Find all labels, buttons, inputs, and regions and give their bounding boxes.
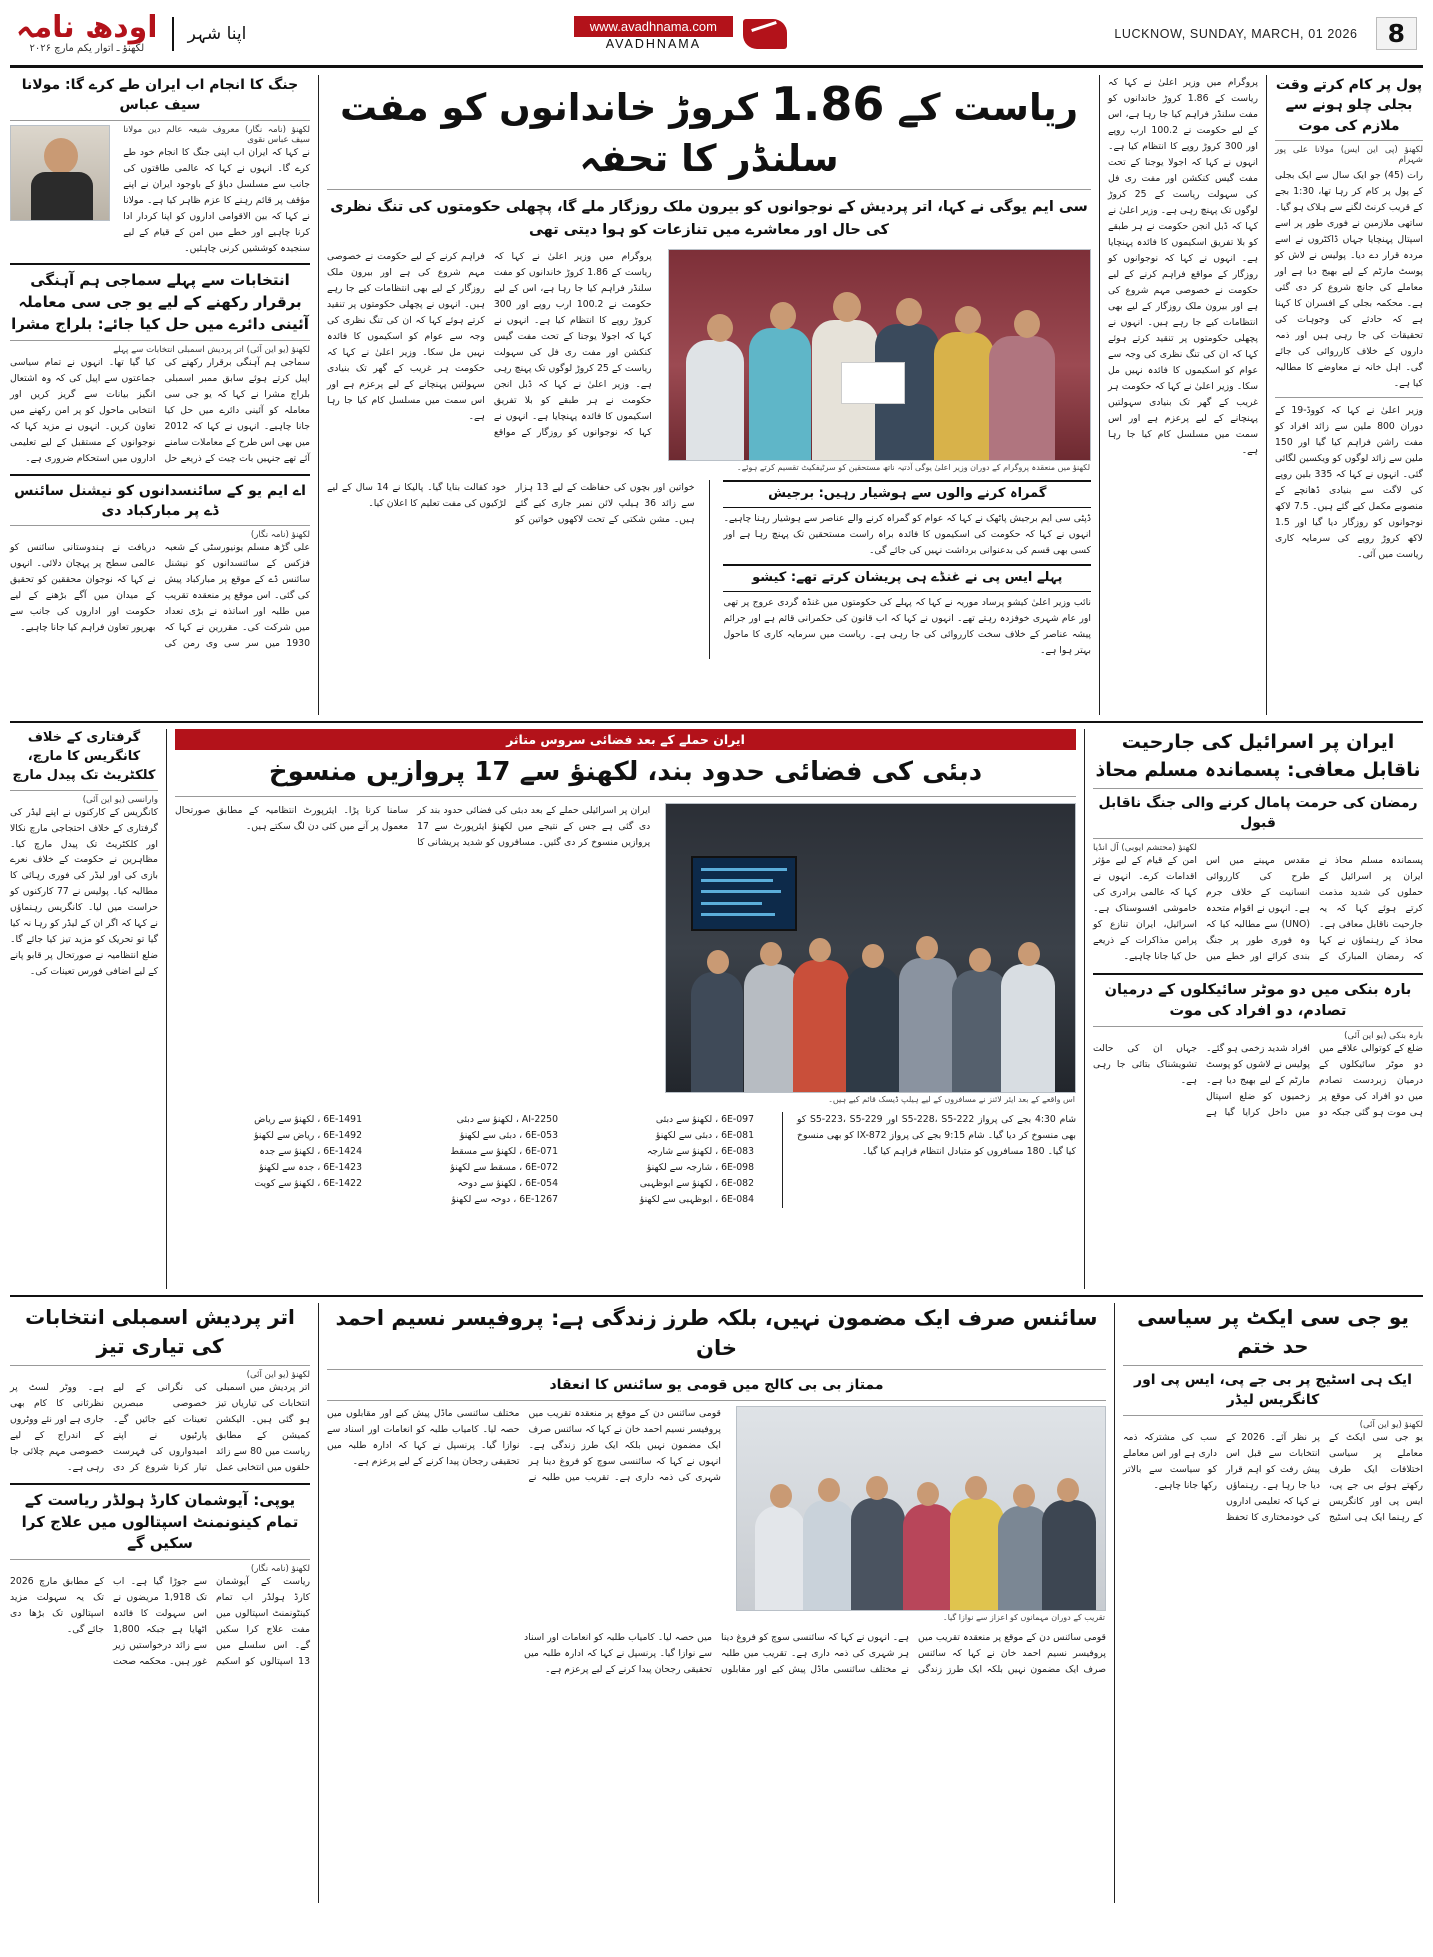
masthead-center: [574, 16, 787, 51]
body-protest: کانگریس کے کارکنوں نے اپنے لیڈر کی گرفتاری کے خلاف احتجاجی مارچ نکالا اور کلکٹریٹ تک پیدل مارچ کیا۔ مظاہرین نے حکومت کے خلاف نعرے بازی کی اور لیڈر کی فوری رہائی کا مطالبہ کیا۔ پولیس نے 77 کارکنوں کو حراست میں لیا۔ کانگریس رہنماؤں نے کہا کہ اگر ان کے لیڈر کو رہا نہ کیا گیا تو تحریک کو مزید تیز کیا جائے گا۔ ضلع انتظامیہ نے صورتحال پر قابو پانے کے لیے اضافی فورس تعینات کی۔: [10, 806, 159, 978]
byline-protest: وارانسی (یو این آئی): [82, 794, 158, 805]
body-barabanki: ضلع کے کوتوالی علاقے میں دو موٹر سائیکلوں کے درمیان زبردست تصادم میں دو افراد کی موقع پر ہی موت ہو گئی جبکہ دو افراد شدید زخمی ہو گئے۔ پولیس نے لاشوں کو پوسٹ مارٹم کے لیے بھیج دیا ہے۔ زخمیوں کو ضلع اسپتال میں داخل کرایا گیا ہے جہاں ان کی حالت تشویشناک بتائی جا رہی ہے۔: [1093, 1042, 1423, 1118]
column-left: [10, 75, 310, 715]
list-item: 6E-081 ، دبئی سے لکھنؤ: [655, 1129, 754, 1141]
page-number: 8: [1376, 17, 1417, 50]
website-url[interactable]: www.avadhnama.com: [574, 16, 733, 37]
headline-iran-war: جنگ کا انجام اب ایران طے کرے گا: مولانا سیف عباس: [21, 77, 299, 114]
photo-maulana: [10, 125, 110, 221]
masthead-divider: [172, 17, 174, 51]
lead-headline-prefix: ریاست کے: [897, 86, 1079, 129]
caption-airport: اس واقعے کے بعد ایئر لائنز نے مسافروں کے لیے ہیلپ ڈیسک قائم کیے ہیں۔: [828, 1094, 1075, 1104]
headline-up-polls: اتر پردیش اسمبلی انتخابات کی تیاری تیز: [25, 1305, 295, 1358]
lead-headline-suffix: کروڑ خاندانوں کو مفت سلنڈر کا تحفہ: [339, 86, 839, 180]
band-middle: [10, 729, 1423, 1289]
headline-ayushman: یوپی: آیوشمان کارڈ ہولڈر ریاست کے تمام کینونمنٹ اسپتالوں میں علاج کرا سکیں گے: [21, 1490, 299, 1553]
lead-photo-figures: [669, 330, 1090, 460]
body-amu-science: علی گڑھ مسلم یونیورسٹی کے شعبہ فزکس کے سائنسدانوں کو نیشنل سائنس ڈے کے موقع پر مبارکباد پیش کی گئی۔ اس موقع پر منعقدہ تقریب میں طلبہ اور اساتذہ نے بڑی تعداد میں شرکت کی۔ مقررین نے کہا کہ 1930 میں سر سی وی رمن کی دریافت نے ہندوستانی سائنس کو عالمی سطح پر پہچان دلائی۔ انہوں نے کہا کہ نوجوان محققین کو تحقیق کے میدان میں آگے بڑھنے کے لیے حکومت اور اداروں کی جانب سے بھرپور تعاون فراہم کیا جانا چاہیے۔: [10, 542, 310, 650]
byline-amu-science: لکھنؤ (نامہ نگار): [250, 530, 310, 541]
masthead: [10, 6, 1423, 68]
logo-urdu: اودھ نامہ: [16, 10, 158, 45]
list-item: 6E-1424 ، لکھنؤ سے جدہ: [259, 1145, 363, 1157]
list-item: 6E-097 ، لکھنؤ سے دبئی: [655, 1113, 754, 1125]
lead-body-a: پروگرام میں وزیر اعلیٰ نے کہا کہ ریاست کے 1.86 کروڑ خاندانوں کو مفت سلنڈر فراہم کیا جا رہا ہے، اس کے لیے حکومت نے 100.2 ارب روپے اور 300 کروڑ روپے کا انتظام کیا ہے۔ انہوں نے کہا کہ اجولا یوجنا کے تحت مفت گیس کنکشن اور مفت ری فل کی سہولت ریاست کے 25 کروڑ لوگوں تک پہنچ رہی ہے۔ وزیر اعلیٰ نے کہا کہ ڈبل انجن حکومت نے ہر طبقے کو بلا تفریق اسکیموں کا فائدہ پہنچایا ہے۔ انہوں نے کہا کہ نوجوانوں کو روزگار کے مواقع فراہم کرنے کے لیے حکومت نے خصوصی مہم شروع کی ہے اور بیرون ملک روزگار کے لیے بھی انتظامات کیے جا رہے ہیں۔ انہوں نے پچھلی حکومتوں پر تنقید کرتے ہوئے کہا کہ ان کی تنگ نظری کی وجہ سے عوام کو اسکیموں کا فائدہ نہیں مل سکا۔ وزیر اعلیٰ نے کہا کہ حکومت ہر غریب کے گھر تک بنیادی سہولتیں پہنچانے کے لیے پرعزم ہے اور اس سمت میں مسلسل کام کیا جا رہا ہے۔: [1108, 77, 1258, 456]
body-ugc-harmony: سماجی ہم آہنگی برقرار رکھنے کی اپیل کرتے ہوئے سابق ممبر اسمبلی بلراج مشرا نے کہا کہ یو جی سی معاملہ کو آئینی دائرے میں حل کیا جانا چاہیے۔ انہوں نے کہا کہ 2012 میں بھی اس طرح کے معاملات سامنے آئے تھے جنہیں بات چیت کے ذریعے حل کیا گیا تھا۔ انہوں نے تمام سیاسی جماعتوں سے اپیل کی کہ وہ اشتعال انگیز بیانات سے گریز کریں اور انتخابی ماحول کو پر امن رکھنے میں تعاون کریں۔ انہوں نے مزید کہا کہ نوجوانوں کے مستقبل کے لیے تعلیمی اداروں میں استحکام ضروری ہے۔: [10, 356, 310, 464]
list-item: 6E-1423 ، جدہ سے لکھنؤ: [259, 1161, 363, 1173]
byline-up-polls: لکھنؤ (یو این آئی): [246, 1370, 310, 1380]
list-item: 6E-071 ، لکھنؤ سے مسقط: [450, 1145, 558, 1157]
byline-israel: لکھنؤ (محتشم ایوبی) آل انڈیا: [1093, 842, 1197, 853]
headline-israel: ایران پر اسرائیل کی جارحیت ناقابل معافی: پسماندہ مسلم محاذ: [1095, 731, 1421, 781]
article-body-stats: وزیر اعلیٰ نے کہا کہ کووڈ-19 کے دوران 800 ملین سے زائد افراد کو مفت راشن فراہم کیا گیا اور 150 ملین سے زائد لوگوں کو ویکسین لگائی گئی۔ انہوں نے کہا کہ 335 بلین روپے کی لاگت سے بنیادی ڈھانچے کے منصوبے مکمل کیے گئے ہیں۔ 7.5 لاکھ نوجوانوں کو روزگار دیا گیا اور 1.5 لاکھ کروڑ روپے کی سرمایہ کاری ریاست میں آئی۔: [1275, 404, 1423, 560]
headline-brajesh: گمراہ کرنے والوں سے ہوشیار رہیں: برجیش: [723, 480, 1091, 508]
byline-electrocution: لکھنؤ (پی این ایس) مولانا علی پور شہرام: [1275, 144, 1423, 165]
list-item: 6E-084 ، ابوظہبی سے لکھنؤ: [639, 1193, 754, 1205]
headline-flights: دبئی کی فضائی حدود بند، لکھنؤ سے 17 پروازیں منسوخ: [268, 757, 983, 787]
headline-barabanki: بارہ بنکی میں دو موٹر سائیکلوں کے درمیان تصادم، دو افراد کی موت: [1104, 981, 1412, 1019]
article-headline-electrocution: پول پر کام کرتے وقت بجلی چلو ہونے سے ملازم کی موت: [1275, 77, 1423, 134]
column-right-edge: [1275, 75, 1423, 715]
byline-ugc-act: لکھنؤ (یو این آئی): [1359, 1419, 1423, 1430]
body-mid-3: خواتین اور بچوں کی حفاظت کے لیے 13 ہزار سے زائد 36 ہیلپ لائن نمبر جاری کیے گئے ہیں۔ مشن شکتی کے تحت لاکھوں خواتین کو خود کفالت بنایا گیا۔ پالیکا نے 14 سال کے لیے لڑکیوں کی مفت تعلیم کا اعلان کیا۔: [327, 482, 695, 526]
body-brajesh: ڈپٹی سی ایم برجیش پاٹھک نے کہا کہ عوام کو گمراہ کرنے والے عناصر سے ہوشیار رہنا چاہیے۔ انہوں نے کہا کہ حکومت کی اسکیموں کا فائدہ براہ راست مستحقین تک پہنچ رہا ہے اور کسی بھی قسم کی بدعنوانی برداشت نہیں کی جائے گی۔: [723, 513, 1091, 557]
lead-headline: [327, 75, 1091, 183]
list-item: 6E-1491 ، لکھنؤ سے ریاض: [254, 1113, 363, 1125]
mid-box-left-group: [723, 480, 1091, 659]
photo-science-event: [736, 1406, 1106, 1611]
list-item: 6E-098 ، شارجہ سے لکھنؤ: [646, 1161, 754, 1173]
list-item: 6E-1492 ، ریاض سے لکھنؤ: [254, 1129, 363, 1141]
masthead-left: [1114, 17, 1417, 50]
column-science: [327, 1303, 1106, 1903]
body-ayushman: ریاست کے آیوشمان کارڈ ہولڈر اب تمام کینٹونمنٹ اسپتالوں میں مفت علاج کرا سکیں گے۔ اس سلسلے میں 13 اسپتالوں کو اسکیم سے جوڑا گیا ہے۔ اب تک 1,918 مریضوں نے اس سہولت کا فائدہ اٹھایا ہے جبکہ 1,800 سے زائد درخواستیں زیر غور ہیں۔ محکمہ صحت کے مطابق مارچ 2026 تک یہ سہولت مزید اسپتالوں تک بڑھا دی جائے گی۔: [10, 1576, 310, 1668]
mid-box-right-group: [327, 480, 695, 659]
caption-science-event: تقریب کے دوران مہمانوں کو اعزاز سے نوازا گیا۔: [942, 1613, 1105, 1623]
masthead-right: [16, 10, 247, 54]
band-bottom: [10, 1303, 1423, 1903]
list-item: 6E-1267 ، دوحہ سے لکھنؤ: [451, 1193, 558, 1205]
lead-photo: [668, 249, 1091, 461]
body-israel: پسماندہ مسلم محاذ نے ایران پر اسرائیل کے حملوں کی شدید مذمت کرتے ہوئے کہا کہ یہ جارحیت ناقابل معافی ہے۔ محاذ کے رہنماؤں نے کہا کہ رمضان المبارک کے مقدس مہینے میں اس طرح کی کارروائی انسانیت کے خلاف جرم ہے۔ انہوں نے اقوام متحدہ (UNO) سے مطالبہ کیا کہ وہ فوری طور پر جنگ بندی کرائے اور خطے میں امن کے قیام کے لیے مؤثر اقدامات کرے۔ انہوں نے کہا کہ عالمی برادری کی خاموشی افسوسناک ہے۔ اسرائیل، ایران تنازع کو پرامن مذاکرات کے ذریعے حل کیا جانا چاہیے۔: [1093, 854, 1423, 962]
byline-iran-war: لکھنؤ (نامہ نگار) معروف شیعہ عالم دین مولانا سیف عباس نقوی: [123, 124, 310, 145]
headline-science: سائنس صرف ایک مضمون نہیں، بلکہ طرز زندگی ہے: پروفیسر نسیم احمد خان: [335, 1306, 1098, 1361]
headline-keshav: پہلے ایس پی نے غنڈے ہی پریشان کرتے تھے: کیشو: [723, 564, 1091, 592]
list-item: 6E-082 ، لکھنؤ سے ابوظہبی: [639, 1177, 754, 1189]
flights-story: [175, 729, 1076, 1289]
headline-ugc-harmony: انتخابات سے پہلے سماجی ہم آہنگی برقرار رکھنے کے لیے یو جی سی معاملہ آئینی دائرے میں حل کیا جائے: بلراج مشرا: [11, 271, 309, 333]
body-ugc-act: یو جی سی ایکٹ کے معاملے پر سیاسی اختلافات ایک طرف رکھتے ہوئے بی جے پی، ایس پی اور کانگریس کے رہنما ایک ہی اسٹیج پر نظر آئے۔ 2026 کے انتخابات سے قبل اس پیش رفت کو اہم قرار دیا جا رہا ہے۔ رہنماؤں نے کہا کہ تعلیمی اداروں کی خودمختاری کا تحفظ سب کی مشترکہ ذمہ داری ہے اور اس معاملے کو سیاست سے بالاتر رکھا جانا چاہیے۔: [1123, 1431, 1423, 1523]
column-lead-textA: [1108, 75, 1258, 715]
brand-name-en: AVADHNAMA: [605, 37, 702, 51]
body-keshav: نائب وزیر اعلیٰ کیشو پرساد موریہ نے کہا کہ پہلے کی حکومتوں میں غنڈہ گردی عروج پر تھی اور عام شہری خوفزدہ رہتے تھے۔ انہوں نے کہا کہ اب قانون کی حکمرانی قائم ہے اور جرائم پیشہ عناصر کے خلاف سخت کارروائی کی جا رہی ہے۔ ریاست میں سرمایہ کاری کا ماحول بہتر ہوا ہے۔: [723, 596, 1091, 656]
photo-airport: [665, 803, 1076, 1093]
cancelled-flights-list: [175, 1112, 768, 1208]
body-up-polls: اتر پردیش میں اسمبلی انتخابات کی تیاریاں تیز ہو گئی ہیں۔ الیکشن کمیشن کے مطابق ریاست میں 80 سے زائد حلقوں میں انتخابی عمل کی نگرانی کے لیے خصوصی مبصرین تعینات کیے جائیں گے۔ پارٹیوں نے اپنے امیدواروں کی فہرست تیار کرنا شروع کر دی ہے۔ ووٹر لسٹ پر نظرثانی کا کام بھی جاری ہے اور نئے ووٹروں کے اندراج کے لیے خصوصی مہم چلائی جا رہی ہے۔: [10, 1382, 310, 1473]
body-science-cont: قومی سائنس دن کے موقع پر منعقدہ تقریب میں پروفیسر نسیم احمد خان نے کہا کہ سائنس صرف ایک مضمون نہیں بلکہ ایک طرز زندگی ہے۔ انہوں نے کہا کہ سائنسی سوچ کو فروغ دینا ہر شہری کی ذمہ داری ہے۔ تقریب میں طلبہ نے مختلف سائنسی ماڈل پیش کیے اور مقابلوں میں حصہ لیا۔ کامیاب طلبہ کو انعامات اور اسناد سے نوازا گیا۔ پرنسپل نے کہا کہ ادارہ طلبہ میں تحقیقی رجحان پیدا کرنے کے لیے پرعزم ہے۔: [524, 1632, 1106, 1676]
byline-barabanki: بارہ بنکی (یو این آئی): [1344, 1030, 1423, 1041]
flights-banner: ایران حملے کے بعد فضائی سروس متاثر: [175, 729, 1076, 750]
subhead-ugc-act: ایک ہی اسٹیج پر بی جے پی، ایس پی اور کانگریس لیڈر: [1134, 1372, 1412, 1409]
headline-amu-science: اے ایم یو کے سائنسدانوں کو نیشنل سائنس ڈے پر مبارکباد دی: [14, 482, 306, 519]
headline-protest: گرفتاری کے خلاف کانگریس کا مارچ، کلکٹریٹ تک پیدل مارچ: [12, 730, 156, 783]
subhead-israel: رمضان کی حرمت پامال کرنے والی جنگ ناقابل قبول: [1098, 795, 1418, 832]
quill-icon: [743, 19, 787, 49]
lead-subhead: سی ایم یوگی نے کہا، اتر پردیش کے نوجوانوں کو بیرون ملک روزگار ملے گا، پچھلی حکومتوں کی تنگ نظری کی حال اور معاشرے میں تنازعات کو ہوا دیتی تھی: [330, 198, 1088, 239]
list-item: 6E-054 ، لکھنؤ سے دوحہ: [457, 1177, 558, 1189]
body-iran-war: نے کہا کہ ایران اب اپنی جنگ کا انجام خود طے کرے گا۔ انہوں نے کہا کہ عالمی طاقتوں کی جانب سے مسلسل دباؤ کے باوجود ایران نے اپنے مؤقف پر قائم رہنے کا عزم ظاہر کیا ہے۔ مولانا نے کہا کہ بین الاقوامی اداروں کو اپنا کردار ادا کرنا چاہیے اور خطے میں امن کے قیام کے لیے سنجیدہ کوششیں کرنی چاہئیں۔: [123, 146, 310, 254]
dateline: LUCKNOW, SUNDAY, MARCH, 01 2026: [1114, 26, 1358, 41]
byline-ugc-harmony: لکھنؤ (یو این آئی) اتر پردیش اسمبلی انتخابات سے پہلے: [113, 344, 310, 355]
list-item: 6E-1422 ، لکھنؤ سے کویت: [254, 1177, 363, 1189]
headline-ugc-act: یو جی سی ایکٹ پر سیاسی حد ختم: [1137, 1305, 1409, 1358]
list-item: 6E-083 ، لکھنؤ سے شارجہ: [646, 1145, 754, 1157]
body-flights-sidenote: شام 4:30 بجے کی پرواز S5-228، S5-222 اور S5-223، S5-229 کو بھی منسوخ کر دیا گیا۔ شام 9:15 بجے کی پرواز IX-872 کو بھی منسوخ کیا گیا۔ 180 مسافروں کو متبادل انتظام فراہم کیا گیا۔: [796, 1113, 1077, 1157]
lead-headline-number: 1.86: [770, 77, 885, 131]
subhead-science: ممتاز بی بی کالج میں قومی یو سائنس کا انعقاد: [549, 1376, 884, 1393]
byline-ayushman: لکھنؤ (نامہ نگار): [250, 1564, 310, 1575]
lead-body-b: پروگرام میں وزیر اعلیٰ نے کہا کہ ریاست کے 1.86 کروڑ خاندانوں کو مفت سلنڈر فراہم کیا جا رہا ہے، اس کے لیے حکومت نے 100.2 ارب روپے اور 300 کروڑ روپے کا انتظام کیا ہے۔ انہوں نے کہا کہ اجولا یوجنا کے تحت مفت گیس کنکشن اور مفت ری فل کی سہولت ریاست کے 25 کروڑ لوگوں تک پہنچ رہی ہے۔ وزیر اعلیٰ نے کہا کہ ڈبل انجن حکومت نے ہر طبقے کو بلا تفریق اسکیموں کا فائدہ پہنچایا ہے۔ انہوں نے کہا کہ نوجوانوں کو روزگار کے مواقع فراہم کرنے کے لیے حکومت نے خصوصی مہم شروع کی ہے اور بیرون ملک روزگار کے لیے بھی انتظامات کیے جا رہے ہیں۔ انہوں نے پچھلی حکومتوں پر تنقید کرتے ہوئے کہا کہ ان کی تنگ نظری کی وجہ سے عوام کو اسکیموں کا فائدہ نہیں مل سکا۔ وزیر اعلیٰ نے کہا کہ حکومت ہر غریب کے گھر تک بنیادی سہولتیں پہنچانے کے لیے پرعزم ہے اور اس سمت میں مسلسل کام کیا جا رہا ہے۔: [327, 251, 652, 439]
body-flights-intro: ایران پر اسرائیلی حملے کے بعد دبئی کی فضائی حدود بند کر دی گئی ہے جس کے نتیجے میں لکھنؤ ایئرپورٹ سے 17 پروازیں منسوخ کر دی گئیں۔ مسافروں کو شدید پریشانی کا سامنا کرنا پڑا۔ ایئرپورٹ انتظامیہ کے مطابق صورتحال معمول پر آنے میں کئی دن لگ سکتے ہیں۔: [175, 804, 651, 848]
column-israel: [1093, 729, 1423, 1289]
logo-subline: لکھنؤ ـ اتوار یکم مارچ ۲۰۲۶: [29, 43, 145, 54]
lead-story: [327, 75, 1091, 715]
list-item: AI-2250 ، لکھنؤ سے دبئی: [456, 1113, 558, 1125]
band-top: [10, 75, 1423, 715]
column-ugc-act: [1123, 1303, 1423, 1903]
list-item: 6E-053 ، دبئی سے لکھنؤ: [459, 1129, 558, 1141]
section-label: اپنا شہر: [187, 24, 247, 44]
article-body-electrocution: رات (45) جو ایک سال سے ایک بجلی کے پول پر کام کر رہا تھا، 1:30 بجے کے قریب کرنٹ لگنے سے ہلاک ہو گیا۔ ساتھی ملازمین نے فوری طور پر اسے اسپتال پہنچایا جہاں ڈاکٹروں نے اسے مردہ قرار دے دیا۔ پولیس نے لاش کو پوسٹ مارٹم کے لیے بھیج دیا ہے اور معاملے کی جانچ شروع کر دی گئی ہے۔ محکمہ بجلی کے افسران کا کہنا ہے کہ حادثے کی وجوہات کی تحقیقات کی جا رہی ہیں اور ذمہ داروں کے خلاف کارروائی کی جائے گی۔ اہل خانہ نے معاوضے کا مطالبہ کیا ہے۔: [1275, 169, 1423, 389]
column-protest: [10, 729, 158, 1289]
body-science: قومی سائنس دن کے موقع پر منعقدہ تقریب میں پروفیسر نسیم احمد خان نے کہا کہ سائنس صرف ایک مضمون نہیں بلکہ ایک طرز زندگی ہے۔ انہوں نے کہا کہ سائنسی سوچ کو فروغ دینا ہر شہری کی ذمہ داری ہے۔ تقریب میں طلبہ نے مختلف سائنسی ماڈل پیش کیے اور مقابلوں میں حصہ لیا۔ کامیاب طلبہ کو انعامات اور اسناد سے نوازا گیا۔ پرنسپل نے کہا کہ ادارہ طلبہ میں تحقیقی رجحان پیدا کرنے کے لیے پرعزم ہے۔: [327, 1408, 721, 1484]
list-item: 6E-072 ، مسقط سے لکھنؤ: [450, 1161, 558, 1173]
lead-photo-caption: لکھنؤ میں منعقدہ پروگرام کے دوران وزیر اعلیٰ یوگی آدتیہ ناتھ مستحقین کو سرٹیفکیٹ تقسیم کرتے ہوئے۔: [736, 463, 1090, 473]
column-up-polls: [10, 1303, 310, 1903]
